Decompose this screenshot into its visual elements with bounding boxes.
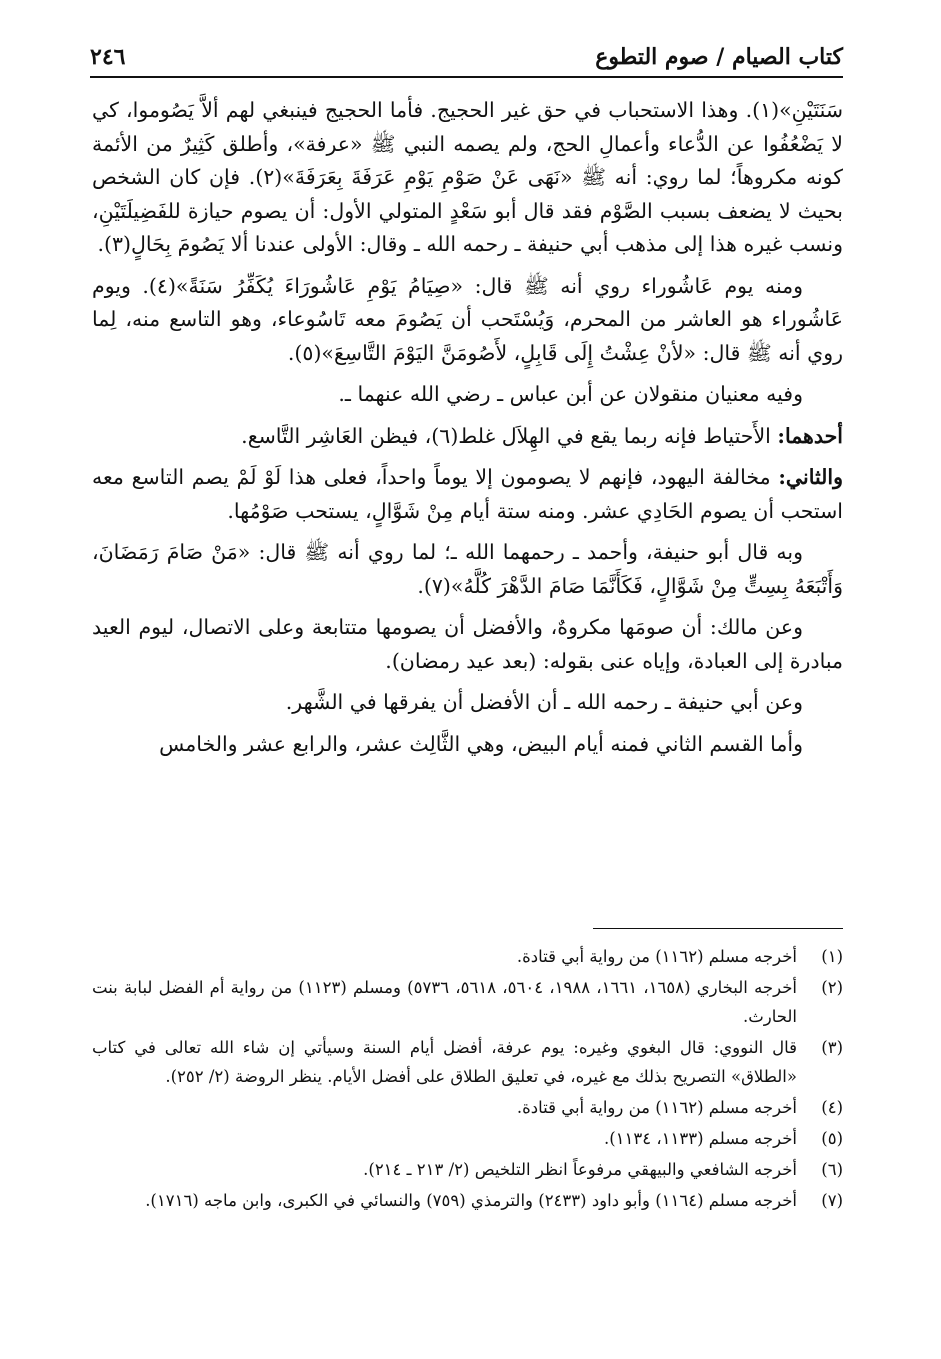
footnote-text: أخرجه مسلم (١١٦٤) وأبو داود (٢٤٣٣) والترمذي (٧٥٩) والنسائي في الكبرى، وابن ماجه (١٧١٦). [145,1191,797,1210]
paragraph-text: وعن مالك: أن صومَها مكروهٌ، والأفضل أن يصومها متتابعة وعلى الاتصال، ليوم العيد مبادرة إلى العبادة، وإياه عنى بقوله: (بعد عيد رمضان). [92,615,843,673]
footnote-text: قال النووي: قال البغوي وغيره: يوم عرفة، أفضل أيام السنة وسيأتي إن شاء الله تعالى في كتاب «الطلاق» التصريح بذلك مع غيره، في تعليق الطلاق على أفضل الأيام. ينظر الروضة (٢/ ٢٥٢). [92,1038,797,1086]
paragraph-text: وبه قال أبو حنيفة، وأحمد ـ رحمهما الله ـ؛ لما روي أنه ﷺ قال: «مَنْ صَامَ رَمَضَانَ، وَأَتْبَعَهُ بِسِتٍّ مِنْ شَوَّالٍ، فَكَأَنَّمَا صَامَ الدَّهْرَ كُلَّهُ»(٧). [92,540,843,598]
paragraph [92,420,843,454]
footnote [92,973,843,1031]
footnote [92,1155,843,1184]
paragraph-text: ومنه يوم عَاشُوراء روي أنه ﷺ قال: «صِيَامُ يَوْمِ عَاشُورَاءَ يُكَفِّرُ سَنَةً»(٤). ويوم عَاشُوراء هو العاشر من المحرم، وَيُسْتَحب أن يَصُومَ معه تَاسُوعاء، وهو التاسع منه، لِما روي أنه ﷺ قال: «لأنْ عِشْتُ إِلَى قَابِلٍ، لأَصُومَنَّ اليَوْمَ التَّاسِعَ»(٥). [92,273,843,365]
footnote [92,1186,843,1215]
footnote-number: (٦) [821,1160,843,1179]
paragraph-text: وفيه معنيان منقولان عن أبن عباس ـ رضي الله عنهما ـ. [338,382,803,406]
paragraph [92,94,843,262]
paragraph-text: وأما القسم الثاني فمنه أيام البيض، وهي الثَّالِث عشر، والرابع عشر والخامس [159,731,803,756]
footnote [92,1093,843,1122]
paragraph [92,536,843,603]
footnote-number: (١) [821,947,843,966]
footnote-text: أخرجه مسلم (١١٦٢) من رواية أبي قتادة. [516,947,797,966]
footnote-number: (٤) [821,1098,843,1117]
paragraph [92,270,843,371]
paragraph [92,686,843,720]
main-text [92,94,843,769]
footnote [92,1124,843,1153]
footnote-text: أخرجه مسلم (١١٦٢) من رواية أبي قتادة. [516,1098,797,1117]
footnote-number: (٥) [821,1129,843,1148]
paragraph [92,728,843,762]
footnote-number: (٣) [821,1038,843,1057]
paragraph-text: مخالفة اليهود، فإنهم لا يصومون إلا يوماً واحداً، فعلى هذا لَوْ لَمْ يصم التاسع معه استحب أن يصوم الحَادِي عشر. ومنه ستة أيام مِنْ شَوَّالٍ، يستحب صَوْمُها. [92,465,843,523]
paragraph [92,611,843,678]
running-title: كتاب الصيام / صوم التطوع [595,44,843,70]
footnote-text: أخرجه مسلم (١١٣٣، ١١٣٤). [603,1129,797,1148]
footnote [92,942,843,971]
footnote-text: أخرجه الشافعي والبيهقي مرفوعاً انظر التلخيص (٢/ ٢١٣ ـ ٢١٤). [363,1160,797,1179]
paragraph-lead: أحدهما: [777,423,843,448]
footnote-separator [593,928,843,929]
footnote [92,1033,843,1091]
paragraph-text: الأَحتياط فإنه ربما يقع في الهِلاَل غلط(٦)، فيظن العَاشِر التَّاسع. [241,423,771,448]
footnote-number: (٢) [821,978,843,997]
paragraph-text: وعن أبي حنيفة ـ رحمه الله ـ أن الأفضل أن يفرقها في الشَّهر. [285,690,803,714]
footnote-text: أخرجه البخاري (١٦٥٨، ١٦٦١، ١٩٨٨، ٥٦٠٤، ٥٦١٨، ٥٧٣٦) ومسلم (١١٢٣) من رواية أم الفضل لبابة بنت الحارث. [92,978,798,1026]
paragraph-lead: والثاني: [778,465,843,489]
page-header [90,38,843,78]
footnotes [92,942,843,1217]
paragraph [92,378,843,412]
paragraph [92,461,843,528]
paragraph-text: سَنَتَيْنِ»(١). وهذا الاستحباب في حق غير الحجيج. فأما الحجيج فينبغي لهم ألاَّ يَصُوموا، كي لا يَضْعُفُوا عن الدُّعاء وأعمالِ الحج، ولم يصمه النبي ﷺ «عرفة»، وأطلق كَثِيرٌ من الأئمة كونه مكروهاً؛ لما روي: أنه ﷺ «نَهَى عَنْ صَوْمِ يَوْمِ عَرَفَةَ بِعَرَفَةَ»(٢). فإن كان الشخص بحيث لا يضعف بسبب الصَّوْم فقد قال أبو سَعْدٍ المتولي الأول: أن يصوم حيازة للفَضِيلَتَيْنِ، ونسب غيره هذا إلى مذهب أبي حنيفة ـ رحمه الله ـ وقال: الأولى عندنا ألا يَصُومَ بِحَالٍ(٣). [92,98,843,256]
page-number: ٢٤٦ [90,44,126,70]
footnote-number: (٧) [821,1191,843,1210]
